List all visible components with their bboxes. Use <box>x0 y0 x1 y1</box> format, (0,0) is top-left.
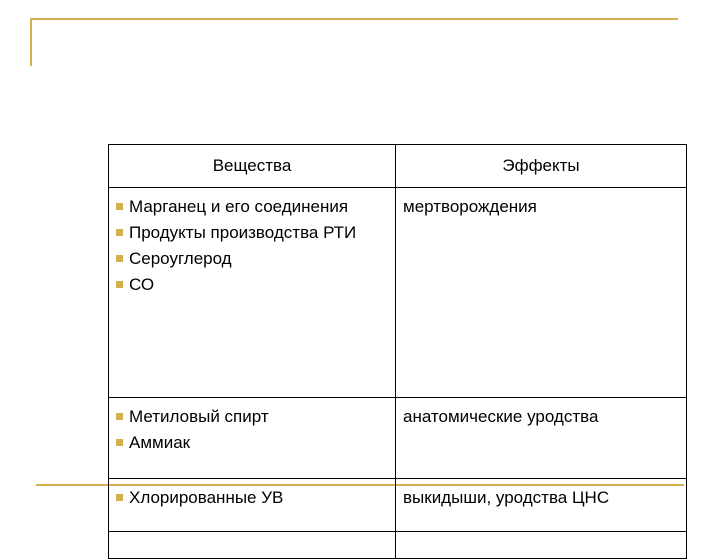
effect-label: анатомические уродства <box>403 407 599 426</box>
header-substances: Вещества <box>109 145 396 188</box>
substance-label: Сероуглерод <box>129 249 232 268</box>
list-item <box>116 404 391 430</box>
square-bullet-icon <box>116 203 123 210</box>
substance-label: Марганец и его соединения <box>129 197 349 216</box>
effect-cell <box>396 479 687 532</box>
substances-cell <box>109 479 396 532</box>
square-bullet-icon <box>116 494 123 501</box>
square-bullet-icon <box>116 413 123 420</box>
substances-effects-table <box>108 144 687 559</box>
substance-label: Аммиак <box>129 433 191 452</box>
list-item <box>116 485 391 511</box>
effect-cell <box>396 532 687 559</box>
top-accent-line <box>30 18 678 20</box>
substance-label: СО <box>129 275 155 294</box>
substance-label: Метиловый спирт <box>129 407 269 426</box>
list-item <box>116 246 391 272</box>
effect-cell <box>396 398 687 479</box>
square-bullet-icon <box>116 281 123 288</box>
substance-label: Продукты производства РТИ <box>129 223 357 242</box>
header-effects: Эффекты <box>396 145 687 188</box>
substance-label: Хлорированные УВ <box>129 488 284 507</box>
substances-cell <box>109 532 396 559</box>
list-item <box>116 220 391 246</box>
list-item <box>116 272 391 298</box>
list-item <box>116 430 391 456</box>
square-bullet-icon <box>116 229 123 236</box>
table-row <box>109 398 687 479</box>
square-bullet-icon <box>116 255 123 262</box>
table-row <box>109 479 687 532</box>
list-item <box>116 194 391 220</box>
square-bullet-icon <box>116 439 123 446</box>
table-row <box>109 188 687 398</box>
effect-label: мертворождения <box>403 197 537 216</box>
effect-cell <box>396 188 687 398</box>
effect-label: выкидыши, уродства ЦНС <box>403 488 610 507</box>
table-row <box>109 532 687 559</box>
substances-cell <box>109 188 396 398</box>
substances-cell <box>109 398 396 479</box>
table-header-row <box>109 145 687 188</box>
left-accent-line <box>30 18 32 66</box>
